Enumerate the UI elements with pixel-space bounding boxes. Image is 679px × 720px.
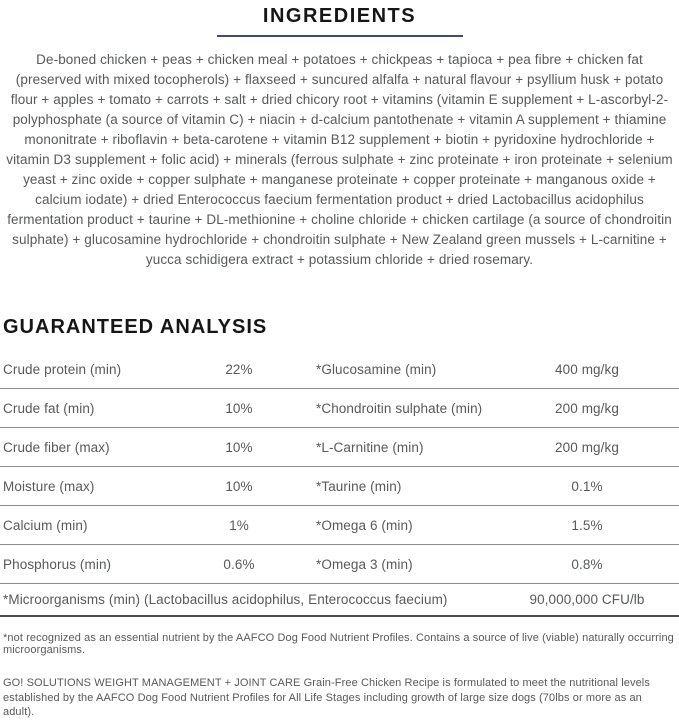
nutrient-label: *Omega 6 (min) xyxy=(316,517,413,533)
ingredients-title: INGREDIENTS xyxy=(262,5,417,27)
nutrient-value: 22% xyxy=(225,361,253,377)
table-row xyxy=(0,545,679,584)
table-row xyxy=(0,506,679,545)
guaranteed-analysis-table xyxy=(0,350,679,617)
nutrient-value: 10% xyxy=(225,478,253,494)
nutrient-label: *Glucosamine (min) xyxy=(316,361,437,377)
nutrient-label: Crude fiber (max) xyxy=(3,439,110,455)
nutrient-value: 1% xyxy=(229,517,249,533)
ingredients-paragraph: De-boned chicken + peas + chicken meal + potatoes + chickpeas + tapioca + pea fibre + chicken fat (preserved with mixed tocopherols) + flaxseed + suncured alfalfa + natural flavour + psyllium husk + potato flour + apples + tomato + carrots + salt + dried chicory root + vitamins (vitamin E supplement + L-ascorbyl-2-polyphosphate (a source of vitamin C) + niacin + d-calcium pantothenate + vitamin A supplement + thiamine mononitrate + riboflavin + beta-carotene + vitamin B12 supplement + biotin + pyridoxine hydrochloride + vitamin D3 supplement + folic acid) + minerals (ferrous sulphate + zinc proteinate + iron proteinate + selenium yeast + zinc oxide + copper sulphate + manganese proteinate + copper proteinate + manganous oxide + calcium iodate) + dried Enterococcus faecium fermentation product + dried Lactobacillus acidophilus fermentation product + taurine + DL-methionine + choline chloride + chicken cartilage (a source of chondroitin sulphate) + glucosamine hydrochloride + chondroitin sulphate + New Zealand green mussels + L-carnitine + yucca schidigera extract + potassium chloride + dried rosemary. xyxy=(6,52,673,267)
nutrient-label: *Taurine (min) xyxy=(316,478,402,494)
table-row xyxy=(0,350,679,389)
nutrient-label: *Omega 3 (min) xyxy=(316,556,413,572)
table-row xyxy=(0,428,679,467)
nutrient-value: 0.1% xyxy=(571,478,603,494)
nutrient-value: 90,000,000 CFU/lb xyxy=(529,592,645,607)
nutrient-label: Crude fat (min) xyxy=(3,400,95,416)
nutrient-value: 1.5% xyxy=(571,517,603,533)
nutrient-value: 0.8% xyxy=(571,556,603,572)
guaranteed-analysis-heading: GUARANTEED ANALYSIS xyxy=(3,316,268,338)
nutrient-value: 200 mg/kg xyxy=(555,400,619,416)
nutrient-value: 200 mg/kg xyxy=(555,439,619,455)
nutrient-value: 10% xyxy=(225,400,253,416)
table-row xyxy=(0,389,679,428)
nutrient-label: Moisture (max) xyxy=(3,478,95,494)
nutrient-value: 0.6% xyxy=(223,556,255,572)
nutrient-label: *Chondroitin sulphate (min) xyxy=(316,400,483,416)
nutrient-label: Calcium (min) xyxy=(3,517,88,533)
title-divider xyxy=(217,35,463,37)
nutrient-value: 10% xyxy=(225,439,253,455)
table-row-microorganisms xyxy=(0,584,679,617)
table-row xyxy=(0,467,679,506)
nutrient-label: *L-Carnitine (min) xyxy=(316,439,424,455)
nutrient-label: Phosphorus (min) xyxy=(3,556,112,572)
nutrient-label: Crude protein (min) xyxy=(3,361,122,377)
nutrient-value: 400 mg/kg xyxy=(555,361,619,377)
label-panel xyxy=(0,5,679,718)
aafco-statement: GO! SOLUTIONS WEIGHT MANAGEMENT + JOINT CARE Grain-Free Chicken Recipe is formulated to meet the nutritional levels established by the AAFCO Dog Food Nutrient Profiles for All Life Stages including growth of large size dogs (70lbs or more as an adult). xyxy=(3,677,650,718)
asterisk-footnote: *not recognized as an essential nutrient by the AAFCO Dog Food Nutrient Profiles. Contains a source of live (viable) naturally occurring microorganisms. xyxy=(3,632,674,656)
nutrient-label: *Microorganisms (min) (Lactobacillus acidophilus, Enterococcus faecium) xyxy=(3,592,448,607)
